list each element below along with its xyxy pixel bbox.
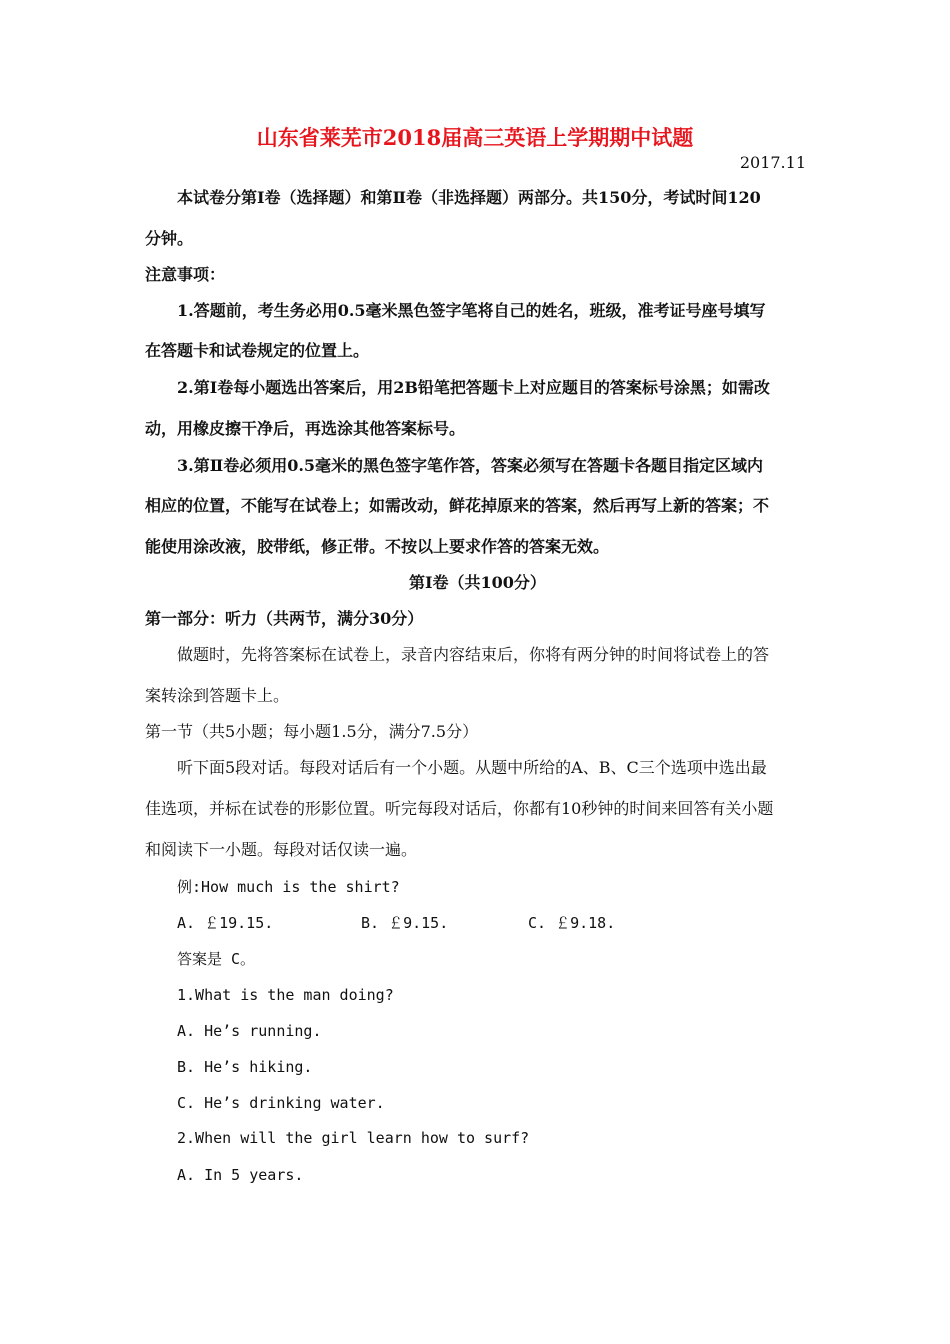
question-2: 2.When will the girl learn how to surf? (177, 1129, 530, 1147)
example-option-b: B. ￡9.15. (361, 914, 449, 932)
example-option-c: C. ￡9.18. (528, 914, 616, 932)
section-1-instruction-line-3: 和阅读下一小题。每段对话仅读一遍。 (145, 840, 418, 859)
part-1-instruction-line-1: 做题时，先将答案标在试卷上，录音内容结束后，你将有两分钟的时间将试卷上的答 (177, 645, 770, 664)
note-3-line-2: 相应的位置，不能写在试卷上；如需改动，鲜花掉原来的答案，然后再写上新的答案；不 (145, 496, 770, 515)
note-3-line-3: 能使用涂改液，胶带纸，修正带。不按以上要求作答的答案无效。 (145, 537, 610, 556)
volume-1-heading: 第Ⅰ卷（共100分） (409, 573, 546, 592)
intro-line-2: 分钟。 (145, 229, 194, 248)
section-1-instruction-line-1: 听下面5段对话。每段对话后有一个小题。从题中所给的A、B、C三个选项中选出最 (177, 758, 767, 777)
note-3-line-1: 3.第Ⅱ卷必须用0.5毫米的黑色签字笔作答，答案必须写在答题卡各题目指定区域内 (177, 456, 764, 475)
section-1-instruction-line-2: 佳选项，并标在试卷的形影位置。听完每段对话后，你都有10秒钟的时间来回答有关小题 (145, 799, 774, 818)
note-1-line-1: 1.答题前，考生务必用0.5毫米黑色签字笔将自己的姓名，班级，准考证号座号填写 (177, 301, 766, 320)
question-1-option-b: B. He’s hiking. (177, 1058, 313, 1076)
question-1-option-c: C. He’s drinking water. (177, 1094, 385, 1112)
question-2-option-a: A. In 5 years. (177, 1166, 304, 1184)
section-1-heading: 第一节（共5小题；每小题1.5分，满分7.5分） (145, 722, 479, 741)
question-1-option-a: A. He’s running. (177, 1022, 322, 1040)
example-answer: 答案是 C。 (177, 950, 256, 968)
part-1-instruction-line-2: 案转涂到答题卡上。 (145, 686, 290, 705)
note-2-line-1: 2.第Ⅰ卷每小题选出答案后，用2B铅笔把答题卡上对应题目的答案标号涂黑；如需改 (177, 378, 770, 397)
exam-title: 山东省莱芜市2018届高三英语上学期期中试题 (256, 125, 694, 150)
exam-date: 2017.11 (739, 153, 806, 172)
part-1-heading: 第一部分：听力（共两节，满分30分） (145, 609, 424, 628)
note-2-line-2: 动，用橡皮擦干净后，再选涂其他答案标号。 (145, 419, 466, 438)
example-question: 例:How much is the shirt? (177, 878, 400, 896)
note-1-line-2: 在答题卡和试卷规定的位置上。 (145, 341, 370, 360)
example-option-a: A. ￡19.15. (177, 914, 274, 932)
question-1: 1.What is the man doing? (177, 986, 394, 1004)
intro-line-1: 本试卷分第Ⅰ卷（选择题）和第Ⅱ卷（非选择题）两部分。共150分，考试时间120 (177, 188, 761, 207)
example-options (177, 912, 810, 934)
notes-heading: 注意事项： (145, 265, 226, 284)
